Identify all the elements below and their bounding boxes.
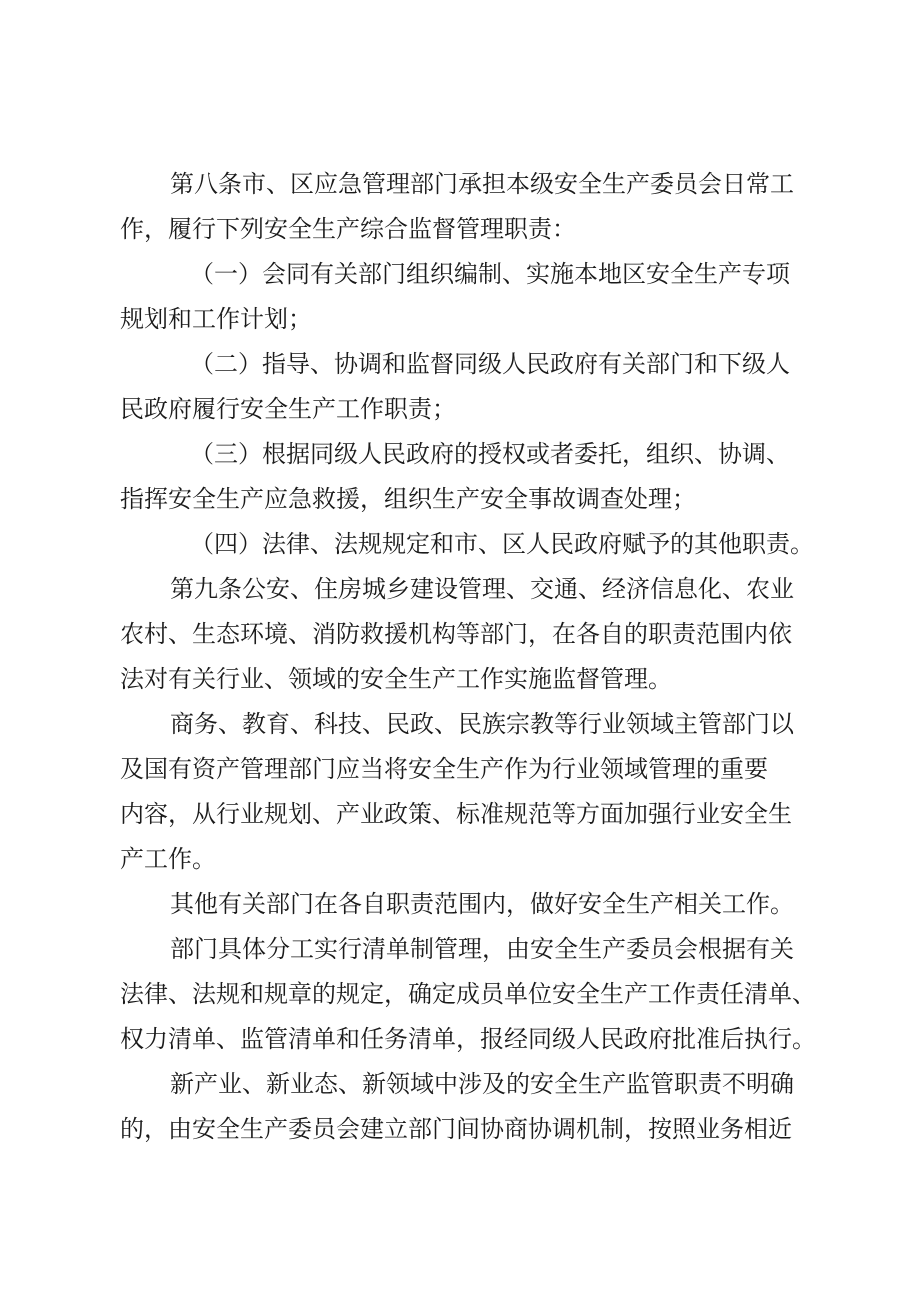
text-line: 规划和工作计划；	[120, 305, 312, 333]
text-line: 农村、生态环境、消防救援机构等部门，在各自的职责范围内依	[120, 620, 792, 648]
text-line: 法对有关行业、领域的安全生产工作实施监督管理。	[120, 665, 672, 693]
text-line: （三）根据同级人民政府的授权或者委托，组织、协调、	[190, 440, 790, 468]
text-line: 的，由安全生产委员会建立部门间协商协调机制，按照业务相近	[120, 1115, 792, 1143]
text-line: 民政府履行安全生产工作职责；	[120, 395, 456, 423]
text-line: 部门具体分工实行清单制管理，由安全生产委员会根据有关	[170, 935, 794, 963]
text-line: 其他有关部门在各自职责范围内，做好安全生产相关工作。	[170, 890, 794, 918]
text-line: （四）法律、法规规定和市、区人民政府赋予的其他职责。	[190, 530, 814, 558]
text-line: 权力清单、监管清单和任务清单，报经同级人民政府批准后执行。	[120, 1025, 816, 1053]
text-line: 内容，从行业规划、产业政策、标准规范等方面加强行业安全生	[120, 800, 792, 828]
text-line: 及国有资产管理部门应当将安全生产作为行业领域管理的重要	[120, 755, 768, 783]
text-line: 产工作。	[120, 845, 216, 873]
text-line: 作，履行下列安全生产综合监督管理职责：	[120, 215, 576, 243]
text-line: 法律、法规和规章的规定，确定成员单位安全生产工作责任清单、	[120, 980, 816, 1008]
text-line: 第八条市、区应急管理部门承担本级安全生产委员会日常工	[170, 170, 794, 198]
text-line: 第九条公安、住房城乡建设管理、交通、经济信息化、农业	[170, 575, 794, 603]
text-line: （一）会同有关部门组织编制、实施本地区安全生产专项	[190, 260, 790, 288]
text-line: 指挥安全生产应急救援，组织生产安全事故调查处理；	[120, 485, 696, 513]
text-line: 新产业、新业态、新领域中涉及的安全生产监管职责不明确	[170, 1070, 794, 1098]
text-line: 商务、教育、科技、民政、民族宗教等行业领域主管部门以	[170, 710, 794, 738]
text-line: （二）指导、协调和监督同级人民政府有关部门和下级人	[190, 350, 790, 378]
